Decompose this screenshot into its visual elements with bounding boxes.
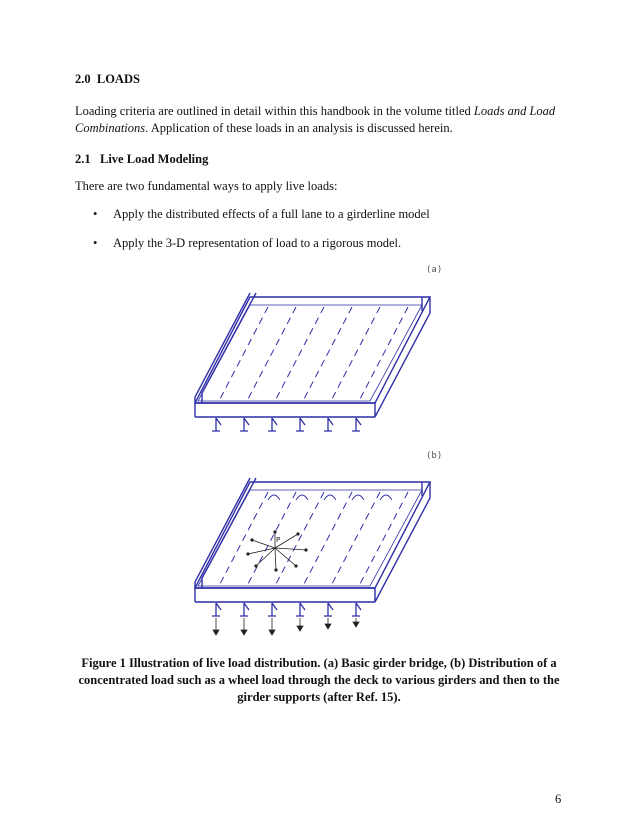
caption-line-2: concentrated load such as a wheel load through the deck to various girders and then to the xyxy=(78,673,560,687)
bullet-item-2 xyxy=(93,236,402,251)
subsection-title: Live Load Modeling xyxy=(100,152,209,166)
bullet-dot: • xyxy=(93,207,98,221)
page-number: 6 xyxy=(555,792,562,806)
bullet-item-1 xyxy=(93,207,430,222)
subsection-heading xyxy=(75,152,208,167)
section-title: LOADS xyxy=(96,72,140,86)
lead-text: There are two fundamental ways to apply live loads: xyxy=(75,179,338,193)
intro-text-1: Loading criteria are outlined in detail within this handbook in the volume titled xyxy=(75,104,474,118)
caption-line-3: girder supports (after Ref. 15). xyxy=(237,690,401,704)
intro-text-2: . Application of these loads in an analysis is discussed herein. xyxy=(145,121,453,135)
load-label-p: P xyxy=(276,536,281,544)
section-heading xyxy=(75,72,140,87)
figure-caption xyxy=(60,655,578,706)
bullet-text: Apply the 3-D representation of load to a rigorous model. xyxy=(113,236,402,250)
figure-label-b: (b) xyxy=(426,451,443,461)
figure-a-girder-bridge xyxy=(190,285,450,445)
intro-paragraph xyxy=(75,103,575,137)
figure-b-load-distribution xyxy=(190,470,450,640)
caption-line-1: Figure 1 Illustration of live load distribution. (a) Basic girder bridge, (b) Distribution of a xyxy=(81,656,557,670)
section-number: 2.0 xyxy=(75,72,91,86)
bullet-dot: • xyxy=(93,236,98,250)
figure-label-a: (a) xyxy=(426,265,443,275)
subsection-number: 2.1 xyxy=(75,152,91,166)
intro-italic-1: Loads and Load xyxy=(473,104,556,118)
intro-italic-2: Combinations xyxy=(75,121,146,135)
bullet-text: Apply the distributed effects of a full lane to a girderline model xyxy=(113,207,430,221)
